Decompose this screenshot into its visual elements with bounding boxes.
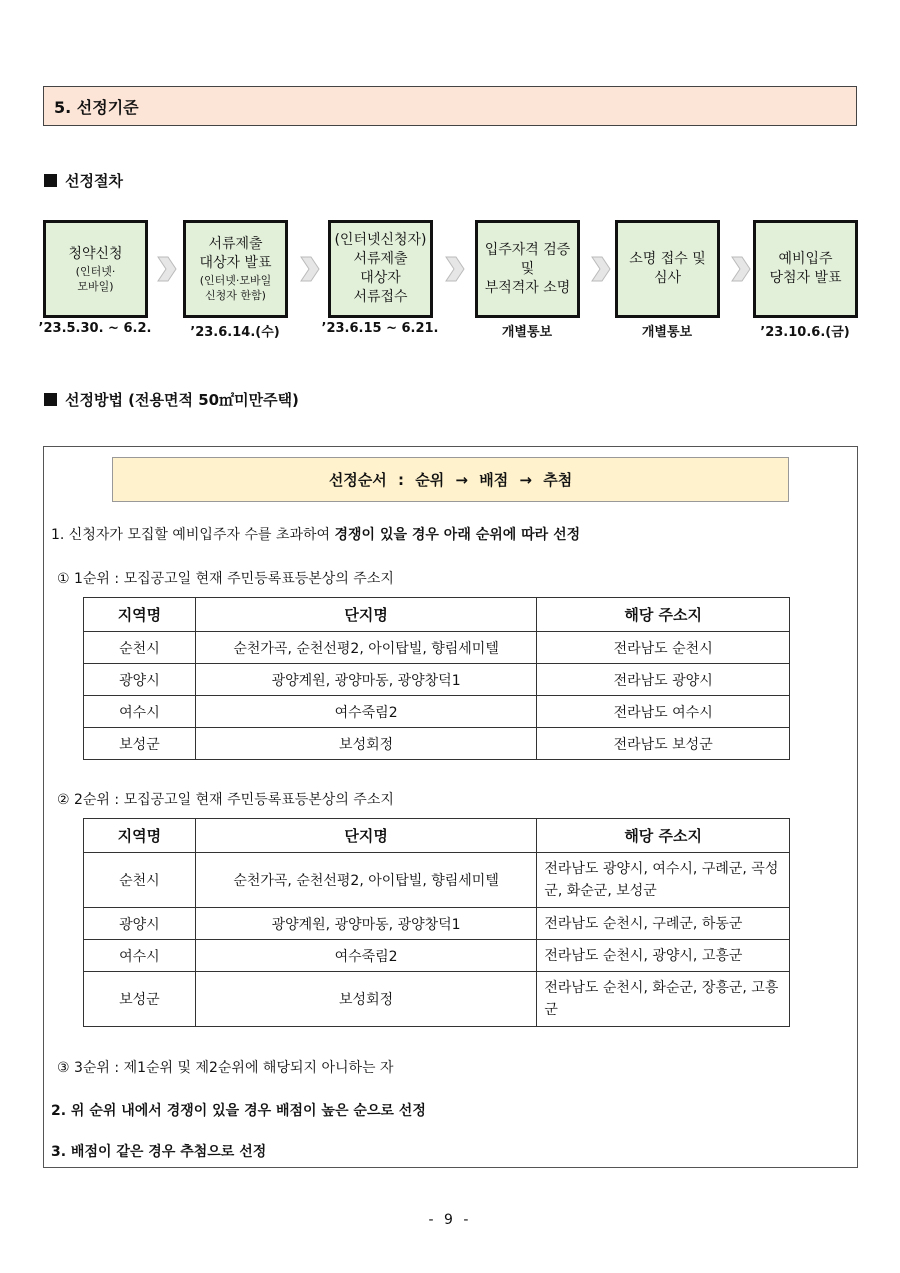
procedure-step-note: (인터넷· <box>75 264 116 278</box>
procedure-step-date: ’23.6.14.(수) <box>190 325 280 340</box>
procedure-step-text: 및 <box>520 260 535 277</box>
procedure-step-date: ’23.6.15 ~ 6.21. <box>321 321 439 336</box>
cell-address: 전라남도 여수시 <box>537 696 790 728</box>
bullet-square-icon <box>44 393 57 406</box>
flow-arrow-icon <box>299 253 321 285</box>
flow-arrow-icon <box>730 253 752 285</box>
section-title: 5. 선정기준 <box>54 97 139 117</box>
cell-complex: 보성회정 <box>195 728 537 760</box>
procedure-heading <box>44 170 123 191</box>
cell-region: 여수시 <box>84 696 196 728</box>
order-banner <box>112 457 789 502</box>
procedure-step-text: 입주자격 검증 <box>484 241 571 258</box>
cell-address: 전라남도 보성군 <box>537 728 790 760</box>
method-heading-text: 선정방법 (전용면적 50㎡미만주택) <box>65 391 299 409</box>
procedure-step-note: 모바일) <box>77 279 114 293</box>
header-address: 해당 주소지 <box>537 598 790 632</box>
procedure-step-text: 부적격자 소명 <box>484 279 571 296</box>
procedure-step-text: (인터넷신청자) <box>334 232 427 248</box>
procedure-step-text: 당첨자 발표 <box>769 270 842 286</box>
table-row <box>84 972 790 1027</box>
header-region: 지역명 <box>84 598 196 632</box>
header-address: 해당 주소지 <box>537 819 790 853</box>
table-row <box>84 908 790 940</box>
order-banner-text: 선정순서 : 순위 → 배점 → 추첨 <box>328 471 573 489</box>
cell-region: 순천시 <box>84 853 196 908</box>
rank-1-label: ① 1순위 : 모집공고일 현재 주민등록표등본상의 주소지 <box>57 571 394 587</box>
cell-complex: 순천가곡, 순천선평2, 아이탑빌, 향림세미텔 <box>195 632 537 664</box>
table-row <box>84 696 790 728</box>
rule-1-prefix: 1. 신청자가 모집할 예비입주자 수를 초과하여 <box>51 527 335 543</box>
rank-3-label: ③ 3순위 : 제1순위 및 제2순위에 해당되지 아니하는 자 <box>57 1060 394 1076</box>
table-row <box>84 853 790 908</box>
cell-region: 순천시 <box>84 632 196 664</box>
procedure-step-text: 서류접수 <box>353 289 408 305</box>
procedure-step-note: 신청자 한함) <box>205 289 266 302</box>
table-header-row <box>84 819 790 853</box>
procedure-step-box <box>475 220 580 318</box>
procedure-step-text: 예비입주 <box>778 251 833 267</box>
procedure-step-date: ’23.10.6.(금) <box>760 325 850 340</box>
cell-region: 광양시 <box>84 908 196 940</box>
rank-2-table <box>83 818 790 1027</box>
cell-region: 여수시 <box>84 940 196 972</box>
bullet-square-icon <box>44 174 57 187</box>
header-complex: 단지명 <box>195 819 536 853</box>
cell-complex: 광양계원, 광양마동, 광양창덕1 <box>195 664 537 696</box>
section-header <box>43 86 857 126</box>
cell-complex: 여수죽림2 <box>195 940 536 972</box>
flow-arrow-icon <box>590 253 612 285</box>
cell-address: 전라남도 순천시, 구례군, 하동군 <box>537 908 790 940</box>
cell-region: 광양시 <box>84 664 196 696</box>
procedure-step-date: 개별통보 <box>641 325 693 340</box>
procedure-step-text: 대상자 <box>360 270 401 286</box>
procedure-step-date: 개별통보 <box>501 325 553 340</box>
procedure-step-text: 대상자 발표 <box>199 255 272 271</box>
cell-complex: 순천가곡, 순천선평2, 아이탑빌, 향림세미텔 <box>195 853 536 908</box>
header-complex: 단지명 <box>195 598 537 632</box>
rank-2-label: ② 2순위 : 모집공고일 현재 주민등록표등본상의 주소지 <box>57 792 394 808</box>
rank-1-table <box>83 597 790 760</box>
cell-address: 전라남도 광양시 <box>537 664 790 696</box>
table-row <box>84 728 790 760</box>
header-region: 지역명 <box>84 819 196 853</box>
cell-complex: 보성회정 <box>195 972 536 1027</box>
procedure-step-text: 서류제출 <box>353 251 408 267</box>
flow-arrow-icon <box>156 253 178 285</box>
cell-address: 전라남도 광양시, 여수시, 구례군, 곡성군, 화순군, 보성군 <box>537 853 790 908</box>
page-number: - 9 - <box>428 1212 472 1228</box>
rule-1 <box>51 524 580 544</box>
table-row <box>84 940 790 972</box>
cell-address: 전라남도 순천시 <box>537 632 790 664</box>
rule-1-bold: 경쟁이 있을 경우 아래 순위에 따라 선정 <box>334 527 581 543</box>
procedure-step-box <box>43 220 148 318</box>
cell-address: 전라남도 순천시, 화순군, 장흥군, 고흥군 <box>537 972 790 1027</box>
rule-2: 2. 위 순위 내에서 경쟁이 있을 경우 배점이 높은 순으로 선정 <box>51 1103 426 1119</box>
procedure-step-box <box>328 220 433 318</box>
procedure-heading-text: 선정절차 <box>65 172 123 190</box>
cell-complex: 광양계원, 광양마동, 광양창덕1 <box>195 908 536 940</box>
procedure-step-date: ’23.5.30. ~ 6.2. <box>38 321 152 336</box>
rule-3: 3. 배점이 같은 경우 추첨으로 선정 <box>51 1144 267 1160</box>
cell-region: 보성군 <box>84 728 196 760</box>
table-header-row <box>84 598 790 632</box>
procedure-step-box <box>183 220 288 318</box>
method-heading <box>44 389 299 410</box>
cell-complex: 여수죽림2 <box>195 696 537 728</box>
cell-address: 전라남도 순천시, 광양시, 고흥군 <box>537 940 790 972</box>
flow-arrow-icon <box>444 253 466 285</box>
procedure-step-text: 심사 <box>653 270 682 286</box>
procedure-step-note: (인터넷·모바일 <box>199 274 272 287</box>
procedure-step-box <box>753 220 858 318</box>
procedure-step-text: 서류제출 <box>208 236 263 252</box>
table-row <box>84 664 790 696</box>
procedure-step-text: 소명 접수 및 <box>629 251 706 267</box>
cell-region: 보성군 <box>84 972 196 1027</box>
table-row <box>84 632 790 664</box>
procedure-step-box <box>615 220 720 318</box>
procedure-step-text: 청약신청 <box>68 245 123 262</box>
